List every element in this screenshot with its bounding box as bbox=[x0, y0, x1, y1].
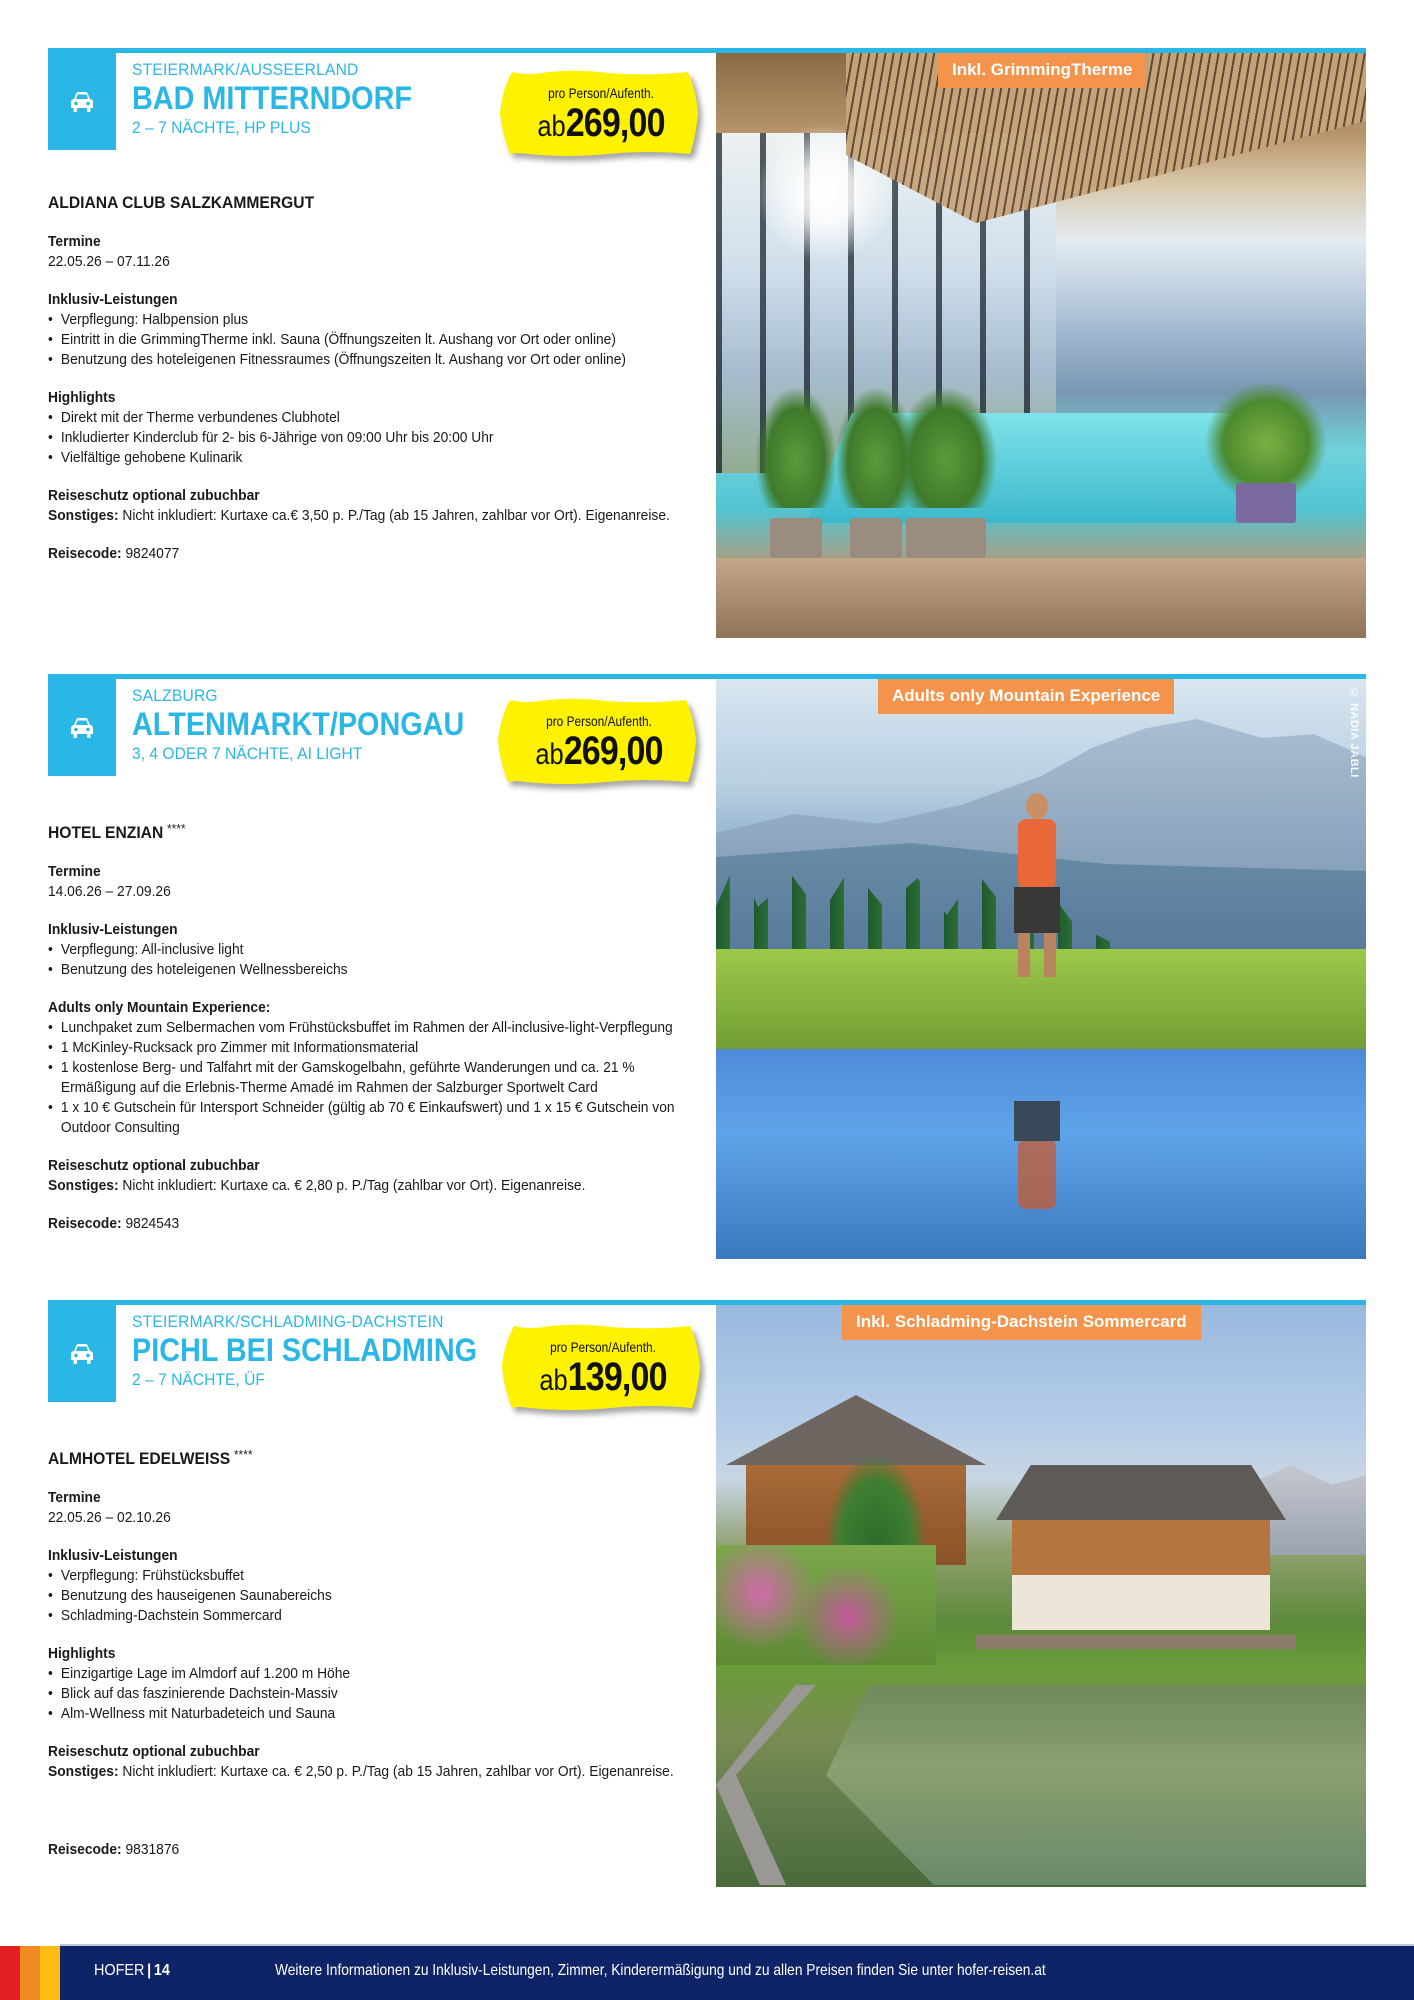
list-item: • Benutzung des hoteleigenen Fitnessraumes (Öffnungszeiten lt. Aushang vor Ort oder online) bbox=[48, 350, 710, 370]
list-item: • Verpflegung: Frühstücksbuffet bbox=[48, 1566, 710, 1586]
price-unit-label: pro Person/Aufenth. bbox=[550, 1339, 656, 1355]
other-info-section bbox=[48, 1742, 710, 1782]
list-item: • Benutzung des hauseigenen Saunabereichs bbox=[48, 1586, 710, 1606]
price-value: 269,00 bbox=[563, 729, 663, 773]
price-unit-label: pro Person/Aufenth. bbox=[546, 713, 652, 729]
nights-label: 2 – 7 NÄCHTE, HP PLUS bbox=[132, 118, 311, 137]
highlights-title: Highlights bbox=[48, 1645, 116, 1662]
termine-section bbox=[48, 1488, 710, 1528]
inklusiv-list bbox=[48, 310, 710, 370]
price-value: 139,00 bbox=[567, 1355, 667, 1399]
inklusiv-title: Inklusiv-Leistungen bbox=[48, 1547, 178, 1564]
termine-section bbox=[48, 232, 710, 272]
offer-details bbox=[48, 818, 708, 1252]
car-icon bbox=[69, 90, 95, 114]
offer-photo-alpine-hotel bbox=[716, 1305, 1366, 1887]
feature-badge: Adults only Mountain Experience bbox=[878, 679, 1174, 714]
price-tag bbox=[498, 70, 704, 156]
region-label: SALZBURG bbox=[132, 686, 218, 705]
sonstiges-label: Sonstiges: bbox=[48, 1177, 119, 1194]
highlights-list bbox=[48, 408, 710, 468]
hotel-name-text: HOTEL ENZIAN bbox=[48, 823, 164, 842]
reisecode bbox=[48, 1840, 710, 1860]
reisecode bbox=[48, 1214, 710, 1234]
pool-photo bbox=[716, 53, 1366, 638]
list-item: • Einzigartige Lage im Almdorf auf 1.200 m Höhe bbox=[48, 1664, 710, 1684]
list-item: • Benutzung des hoteleigenen Wellnessbereichs bbox=[48, 960, 710, 980]
price-prefix: ab bbox=[535, 738, 564, 771]
price-tag bbox=[500, 1324, 706, 1410]
nights-label: 3, 4 ODER 7 NÄCHTE, AI LIGHT bbox=[132, 744, 363, 763]
offer-pichl-bei-schladming bbox=[48, 1300, 1366, 1890]
offer-details bbox=[48, 192, 708, 582]
sonstiges-text bbox=[48, 1762, 710, 1782]
mountain-experience-section bbox=[48, 998, 710, 1138]
reisecode-value: 9824077 bbox=[125, 545, 180, 562]
destination-title: ALTENMARKT/PONGAU bbox=[132, 706, 465, 742]
star-rating: **** bbox=[233, 1447, 253, 1462]
hotel-name-text: ALDIANA CLUB SALZKAMMERGUT bbox=[48, 193, 315, 212]
car-icon bbox=[69, 716, 95, 740]
reisecode-value: 9831876 bbox=[125, 1841, 180, 1858]
list-item: • Lunchpaket zum Selbermachen vom Frühstücksbuffet im Rahmen der All-inclusive-light-Verpflegung bbox=[48, 1018, 710, 1038]
mountain-experience-title: Adults only Mountain Experience: bbox=[48, 999, 271, 1016]
inklusiv-section bbox=[48, 290, 710, 370]
destination-title: BAD MITTERNDORF bbox=[132, 80, 412, 116]
termine-dates: 22.05.26 – 02.10.26 bbox=[48, 1509, 171, 1526]
inklusiv-section bbox=[48, 920, 710, 980]
inklusiv-section bbox=[48, 1546, 710, 1626]
feature-badge: Inkl. Schladming-Dachstein Sommercard bbox=[842, 1305, 1201, 1340]
brand-stripe-yellow bbox=[40, 1946, 60, 2000]
alpine-hotel-photo bbox=[716, 1305, 1366, 1887]
termine-title: Termine bbox=[48, 863, 101, 880]
mountain-experience-list bbox=[48, 1018, 710, 1138]
brand-name: HOFER bbox=[94, 1962, 145, 1979]
list-item: • Eintritt in die GrimmingTherme inkl. Sauna (Öffnungszeiten lt. Aushang vor Ort oder online) bbox=[48, 330, 710, 350]
sonstiges-text bbox=[48, 506, 710, 526]
transport-badge bbox=[48, 679, 116, 776]
transport-badge bbox=[48, 1305, 116, 1402]
reiseschutz-note: Reiseschutz optional zubuchbar bbox=[48, 1157, 260, 1174]
price-amount bbox=[515, 1355, 690, 1400]
separator: | bbox=[147, 1962, 152, 1979]
price-prefix: ab bbox=[539, 1364, 568, 1397]
sonstiges-value: Nicht inkludiert: Kurtaxe ca. € 2,80 p. P./Tag (zahlbar vor Ort). Eigenanreise. bbox=[122, 1177, 586, 1194]
car-icon bbox=[69, 1342, 95, 1366]
sonstiges-value: Nicht inkludiert: Kurtaxe ca. € 2,50 p. P./Tag (ab 15 Jahren, zahlbar vor Ort). Eigenanreise. bbox=[122, 1763, 674, 1780]
reisecode-label: Reisecode: bbox=[48, 545, 122, 562]
list-item: • Blick auf das faszinierende Dachstein-Massiv bbox=[48, 1684, 710, 1704]
price-amount bbox=[513, 101, 688, 146]
list-item: • Alm-Wellness mit Naturbadeteich und Sauna bbox=[48, 1704, 710, 1724]
sonstiges-label: Sonstiges: bbox=[48, 1763, 119, 1780]
inklusiv-list bbox=[48, 1566, 710, 1626]
brand-stripe-orange bbox=[20, 1946, 40, 2000]
offer-photo-hiker bbox=[716, 679, 1366, 1259]
list-item: • Inkludierter Kinderclub für 2- bis 6-Jährige von 09:00 Uhr bis 20:00 Uhr bbox=[48, 428, 710, 448]
inklusiv-list bbox=[48, 940, 710, 980]
brand-page-number bbox=[94, 1962, 170, 1980]
inklusiv-title: Inklusiv-Leistungen bbox=[48, 291, 178, 308]
region-label: STEIERMARK/AUSSEERLAND bbox=[132, 60, 359, 79]
footer-info-text: Weitere Informationen zu Inklusiv-Leistungen, Zimmer, Kinderermäßigung und zu allen Preisen finden Sie unter hofer-reisen.at bbox=[275, 1962, 1046, 1979]
reisecode bbox=[48, 544, 710, 564]
reiseschutz-note: Reiseschutz optional zubuchbar bbox=[48, 1743, 260, 1760]
sonstiges-label: Sonstiges: bbox=[48, 507, 119, 524]
list-item: • Direkt mit der Therme verbundenes Clubhotel bbox=[48, 408, 710, 428]
star-rating: **** bbox=[166, 821, 186, 836]
transport-badge bbox=[48, 53, 116, 150]
photo-credit: © NADIA JABLI bbox=[1348, 687, 1360, 778]
page-number: 14 bbox=[153, 1962, 170, 1979]
list-item: • 1 kostenlose Berg- und Talfahrt mit der Gamskogelbahn, geführte Wanderungen und ca. 21 % Ermäßigung auf die Erlebnis-Therme Amadé im Rahmen der Salzburger Sportwelt Card bbox=[48, 1058, 710, 1098]
list-item: • Schladming-Dachstein Sommercard bbox=[48, 1606, 710, 1626]
hotel-name bbox=[48, 818, 655, 844]
list-item: • Vielfältige gehobene Kulinarik bbox=[48, 448, 710, 468]
other-info-section bbox=[48, 486, 710, 526]
offer-altenmarkt bbox=[48, 674, 1366, 1264]
list-item: • 1 McKinley-Rucksack pro Zimmer mit Informationsmaterial bbox=[48, 1038, 710, 1058]
hotel-name bbox=[48, 1444, 655, 1470]
highlights-section bbox=[48, 1644, 710, 1724]
sonstiges-value: Nicht inkludiert: Kurtaxe ca.€ 3,50 p. P./Tag (ab 15 Jahren, zahlbar vor Ort). Eigenanreise. bbox=[122, 507, 670, 524]
reisecode-label: Reisecode: bbox=[48, 1841, 122, 1858]
offer-details bbox=[48, 1444, 708, 1878]
hiker-photo bbox=[716, 679, 1366, 1259]
price-amount bbox=[511, 729, 686, 774]
price-value: 269,00 bbox=[565, 101, 665, 145]
feature-badge: Inkl. GrimmingTherme bbox=[938, 53, 1146, 88]
hotel-name bbox=[48, 192, 655, 214]
inklusiv-title: Inklusiv-Leistungen bbox=[48, 921, 178, 938]
offer-heading bbox=[132, 1312, 515, 1392]
offer-photo-thermal-pool bbox=[716, 53, 1366, 638]
list-item: • Verpflegung: Halbpension plus bbox=[48, 310, 710, 330]
termine-dates: 14.06.26 – 27.09.26 bbox=[48, 883, 171, 900]
highlights-list bbox=[48, 1664, 710, 1724]
offer-heading bbox=[132, 60, 443, 140]
price-tag bbox=[496, 698, 702, 784]
other-info-section bbox=[48, 1156, 710, 1196]
reiseschutz-note: Reiseschutz optional zubuchbar bbox=[48, 487, 260, 504]
brand-stripe-red bbox=[0, 1946, 20, 2000]
page-footer bbox=[0, 1946, 1414, 2000]
price-prefix: ab bbox=[537, 110, 566, 143]
offer-heading bbox=[132, 686, 501, 766]
offer-bad-mitterndorf bbox=[48, 48, 1366, 638]
nights-label: 2 – 7 NÄCHTE, ÜF bbox=[132, 1370, 265, 1389]
destination-title: PICHL BEI SCHLADMING bbox=[132, 1332, 478, 1368]
termine-dates: 22.05.26 – 07.11.26 bbox=[48, 253, 170, 270]
highlights-section bbox=[48, 388, 710, 468]
highlights-title: Highlights bbox=[48, 389, 116, 406]
region-label: STEIERMARK/SCHLADMING-DACHSTEIN bbox=[132, 1312, 444, 1331]
hotel-name-text: ALMHOTEL EDELWEISS bbox=[48, 1449, 231, 1468]
sonstiges-text bbox=[48, 1176, 710, 1196]
termine-section bbox=[48, 862, 710, 902]
list-item: • 1 x 10 € Gutschein für Intersport Schneider (gültig ab 70 € Einkaufswert) und 1 x 15 € Gutschein von Outdoor Consulting bbox=[48, 1098, 710, 1138]
termine-title: Termine bbox=[48, 1489, 101, 1506]
termine-title: Termine bbox=[48, 233, 101, 250]
list-item: • Verpflegung: All-inclusive light bbox=[48, 940, 710, 960]
reisecode-label: Reisecode: bbox=[48, 1215, 122, 1232]
price-unit-label: pro Person/Aufenth. bbox=[548, 85, 654, 101]
reisecode-value: 9824543 bbox=[125, 1215, 180, 1232]
